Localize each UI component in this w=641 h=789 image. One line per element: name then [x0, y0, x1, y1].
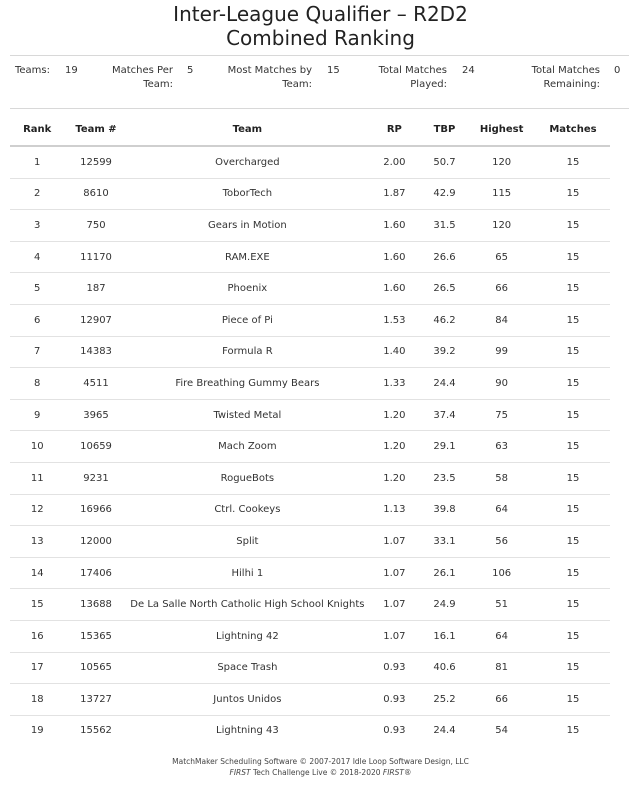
cell-rp: 0.93	[383, 725, 406, 737]
cell-matches: 15	[536, 304, 610, 336]
cell-team-name: Ctrl. Cookeys	[128, 494, 368, 526]
table-row	[10, 684, 610, 716]
cell-team-name: Space Trash	[128, 652, 368, 684]
table-row	[10, 526, 610, 558]
cell-matches: 15	[536, 336, 610, 368]
stats-divider	[10, 108, 629, 109]
cell-highest: 120	[467, 146, 536, 178]
cell-tbp: 50.7	[422, 146, 468, 178]
header-team-number: Team #	[64, 113, 127, 146]
cell-matches: 15	[536, 652, 610, 684]
ranking-table-body	[10, 146, 610, 746]
cell-highest: 51	[467, 589, 536, 621]
cell-rp: 1.40	[367, 336, 421, 368]
table-row	[10, 715, 610, 746]
table-row	[10, 304, 610, 336]
footer-line1: MatchMaker Scheduling Software © 2007-2017 Idle Loop Software Design, LLC	[172, 757, 469, 766]
cell-tbp: 26.6	[422, 241, 468, 273]
cell-team-number: 3965	[64, 399, 127, 431]
cell-team-name: Lightning 43	[216, 725, 279, 737]
cell-team-number: 9231	[64, 462, 127, 494]
cell-team-number: 4511	[64, 368, 127, 400]
table-row	[10, 273, 610, 305]
cell-team-number: 12907	[64, 304, 127, 336]
cell-rp: 1.13	[367, 494, 421, 526]
table-header-row	[10, 113, 610, 146]
cell-tbp: 33.1	[422, 526, 468, 558]
cell-rp: 1.20	[367, 399, 421, 431]
cell-rp: 1.07	[367, 589, 421, 621]
cell-highest: 84	[467, 304, 536, 336]
cell-tbp: 16.1	[422, 620, 468, 652]
cell-team-name: Lightning 42	[128, 620, 368, 652]
cell-team-name: Gears in Motion	[128, 210, 368, 242]
stat-most-matches-value: 15	[327, 65, 340, 76]
cell-team-number: 14383	[64, 336, 127, 368]
cell-highest: 120	[467, 210, 536, 242]
cell-team-name: Juntos Unidos	[128, 684, 368, 716]
cell-tbp: 24.4	[422, 368, 468, 400]
cell-rp: 1.53	[367, 304, 421, 336]
cell-matches: 15	[536, 526, 610, 558]
cell-tbp: 42.9	[422, 178, 468, 210]
cell-matches: 15	[536, 494, 610, 526]
cell-rank: 7	[10, 336, 64, 368]
cell-tbp: 39.8	[422, 494, 468, 526]
cell-matches: 15	[536, 368, 610, 400]
stat-matches-per-team-label: Matches Per Team:	[112, 65, 173, 90]
cell-rp: 0.93	[367, 652, 421, 684]
cell-team-name: Phoenix	[128, 273, 368, 305]
table-row	[10, 368, 610, 400]
cell-team-number: 16966	[64, 494, 127, 526]
cell-rank: 16	[10, 620, 64, 652]
cell-highest: 54	[495, 725, 508, 737]
cell-team-number: 8610	[64, 178, 127, 210]
table-row	[10, 210, 610, 242]
cell-rp: 1.33	[367, 368, 421, 400]
cell-tbp: 31.5	[422, 210, 468, 242]
cell-team-name: RogueBots	[128, 462, 368, 494]
cell-rp: 0.93	[367, 684, 421, 716]
cell-rank: 8	[10, 368, 64, 400]
header-rp: RP	[367, 113, 421, 146]
table-row	[10, 494, 610, 526]
page-title-line2: Combined Ranking	[226, 26, 415, 50]
header-team-name: Team	[128, 113, 368, 146]
cell-tbp: 24.9	[422, 589, 468, 621]
cell-highest: 106	[467, 557, 536, 589]
table-row	[10, 336, 610, 368]
cell-rank: 4	[10, 241, 64, 273]
cell-tbp: 26.1	[422, 557, 468, 589]
cell-highest: 63	[467, 431, 536, 463]
cell-tbp: 29.1	[422, 431, 468, 463]
cell-highest: 115	[467, 178, 536, 210]
cell-rank: 6	[10, 304, 64, 336]
cell-matches: 15	[536, 589, 610, 621]
stat-matches-remaining-value: 0	[614, 65, 621, 76]
cell-team-name: Twisted Metal	[128, 399, 368, 431]
cell-highest: 58	[467, 462, 536, 494]
stat-matches-played-value: 24	[462, 65, 475, 76]
cell-rank: 13	[10, 526, 64, 558]
page-title-line1: Inter-League Qualifier – R2D2	[173, 2, 468, 26]
cell-rank: 14	[10, 557, 64, 589]
cell-team-number: 13688	[64, 589, 127, 621]
cell-matches: 15	[536, 210, 610, 242]
cell-rank: 12	[10, 494, 64, 526]
cell-highest: 66	[467, 273, 536, 305]
cell-matches: 15	[536, 431, 610, 463]
footer-line2: FIRST Tech Challenge Live © 2018-2020 FIRST®	[229, 768, 412, 777]
cell-matches: 15	[536, 462, 610, 494]
cell-tbp: 46.2	[422, 304, 468, 336]
cell-rp: 1.20	[367, 431, 421, 463]
cell-rank: 17	[10, 652, 64, 684]
cell-matches: 15	[536, 273, 610, 305]
table-row	[10, 178, 610, 210]
cell-team-name: Overcharged	[128, 146, 368, 178]
cell-rank: 2	[10, 178, 64, 210]
cell-matches: 15	[536, 146, 610, 178]
cell-team-number: 13727	[64, 684, 127, 716]
cell-highest: 64	[467, 620, 536, 652]
header-highest: Highest	[467, 113, 536, 146]
table-row	[10, 399, 610, 431]
table-row	[10, 652, 610, 684]
cell-team-name: ToborTech	[128, 178, 368, 210]
cell-matches: 15	[536, 399, 610, 431]
cell-team-number: 750	[64, 210, 127, 242]
cell-team-number: 12599	[64, 146, 127, 178]
stat-teams-value: 19	[65, 65, 78, 76]
cell-team-number: 187	[64, 273, 127, 305]
cell-team-number: 17406	[64, 557, 127, 589]
cell-matches: 15	[536, 620, 610, 652]
cell-rp: 1.07	[367, 620, 421, 652]
cell-team-name: De La Salle North Catholic High School Knights	[128, 589, 368, 621]
cell-rp: 2.00	[367, 146, 421, 178]
cell-rp: 1.20	[367, 462, 421, 494]
cell-tbp: 26.5	[422, 273, 468, 305]
cell-team-name: Hilhi 1	[128, 557, 368, 589]
cell-highest: 56	[467, 526, 536, 558]
cell-tbp: 37.4	[422, 399, 468, 431]
cell-team-number: 12000	[64, 526, 127, 558]
cell-team-name: RAM.EXE	[128, 241, 368, 273]
cell-tbp: 23.5	[422, 462, 468, 494]
cell-rp: 1.07	[367, 557, 421, 589]
cell-team-name: Formula R	[128, 336, 368, 368]
stat-matches-per-team-value: 5	[187, 65, 194, 76]
cell-highest: 99	[467, 336, 536, 368]
cell-tbp: 24.4	[433, 725, 456, 737]
table-row	[10, 241, 610, 273]
cell-matches: 15	[536, 178, 610, 210]
cell-matches: 15	[536, 557, 610, 589]
cell-highest: 90	[467, 368, 536, 400]
table-row	[10, 462, 610, 494]
cell-tbp: 40.6	[422, 652, 468, 684]
stat-most-matches-label: Most Matches by Team:	[227, 65, 312, 90]
page-title	[0, 2, 641, 50]
cell-matches: 15	[536, 684, 610, 716]
cell-matches: 15	[566, 725, 580, 737]
cell-team-number: 15365	[64, 620, 127, 652]
cell-team-number: 11170	[64, 241, 127, 273]
table-row	[10, 557, 610, 589]
stat-matches-remaining-label: Total Matches Remaining:	[531, 65, 600, 90]
cell-rank: 9	[10, 399, 64, 431]
cell-rank: 5	[10, 273, 64, 305]
cell-highest: 64	[467, 494, 536, 526]
stat-matches-played-label: Total Matches Played:	[378, 65, 447, 90]
cell-tbp: 25.2	[422, 684, 468, 716]
cell-rp: 1.60	[367, 241, 421, 273]
cell-rank: 18	[10, 684, 64, 716]
cell-matches: 15	[536, 241, 610, 273]
cell-rank: 19	[30, 725, 44, 737]
cell-team-name: Fire Breathing Gummy Bears	[128, 368, 368, 400]
cell-highest: 75	[467, 399, 536, 431]
cell-team-name: Split	[128, 526, 368, 558]
footer	[0, 756, 641, 778]
cell-rp: 1.07	[367, 526, 421, 558]
table-row	[10, 589, 610, 621]
cell-tbp: 39.2	[422, 336, 468, 368]
stat-teams-label: Teams:	[14, 65, 50, 76]
ranking-table	[10, 113, 610, 746]
cell-rp: 1.60	[367, 210, 421, 242]
table-row	[10, 146, 610, 178]
cell-rank: 3	[10, 210, 64, 242]
header-rank: Rank	[10, 113, 64, 146]
cell-rank: 1	[10, 146, 64, 178]
cell-rank: 15	[10, 589, 64, 621]
cell-team-number: 10565	[64, 652, 127, 684]
cell-team-number: 10659	[64, 431, 127, 463]
stats-bar	[0, 64, 641, 98]
cell-rp: 1.60	[367, 273, 421, 305]
table-row	[10, 620, 610, 652]
cell-team-number: 15562	[80, 725, 112, 737]
top-divider	[10, 55, 629, 56]
cell-team-name: Mach Zoom	[128, 431, 368, 463]
table-row	[10, 431, 610, 463]
cell-rank: 11	[10, 462, 64, 494]
cell-highest: 66	[467, 684, 536, 716]
header-tbp: TBP	[422, 113, 468, 146]
cell-rp: 1.87	[367, 178, 421, 210]
cell-rank: 10	[10, 431, 64, 463]
cell-team-name: Piece of Pi	[128, 304, 368, 336]
cell-highest: 65	[467, 241, 536, 273]
header-matches: Matches	[536, 113, 610, 146]
cell-highest: 81	[467, 652, 536, 684]
